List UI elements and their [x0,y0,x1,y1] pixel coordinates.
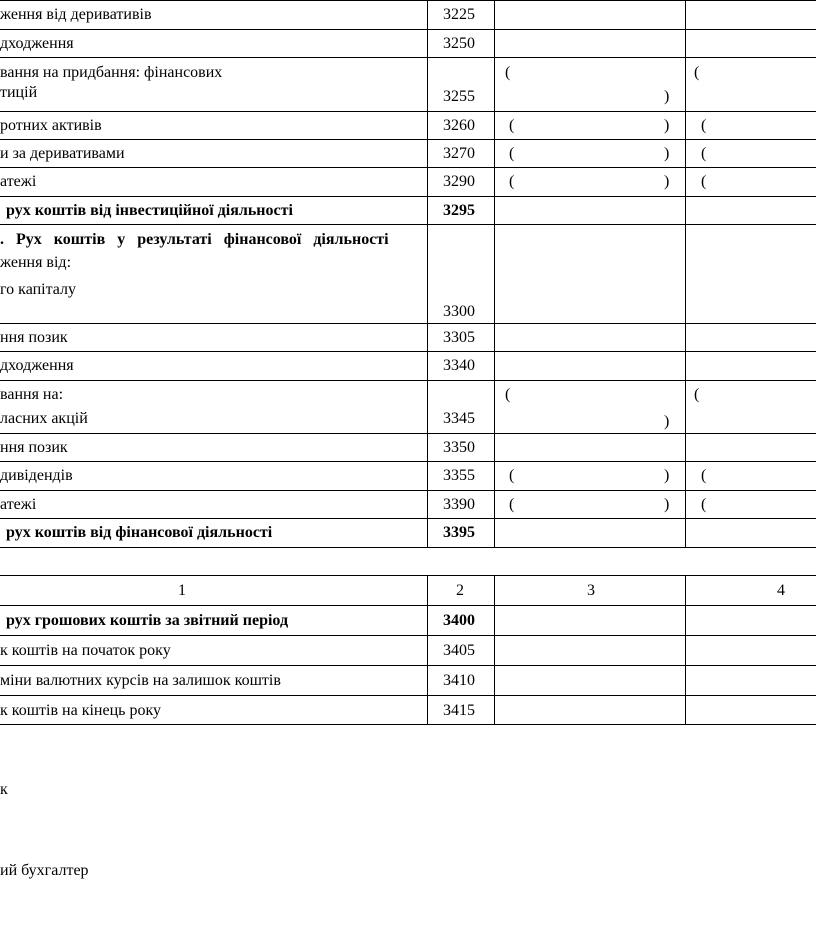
row-label: ння позик [0,439,68,456]
rule [0,111,816,112]
rule [0,461,816,462]
row-label-total: рух грошових коштів за звітний період [6,612,289,629]
row-code: 3355 [443,467,475,484]
row-code: 3350 [443,439,475,456]
paren-open: ( [509,173,515,190]
paren-open: ( [701,145,707,162]
row-label: вання на придбання: фінансових [0,64,223,81]
paren-open: ( [509,117,515,134]
column-header: 2 [456,582,464,599]
paren-open: ( [694,64,700,81]
col-rule [685,0,686,548]
col-rule [494,575,495,725]
rule [0,323,816,324]
row-label: ласних акцій [0,410,88,427]
row-label: го капіталу [0,281,77,298]
col-rule [427,0,428,548]
row-label: к коштів на початок року [0,642,171,659]
row-label: дходження [0,35,74,52]
row-label-total: рух коштів від інвестиційної діяльності [6,202,293,219]
rule [0,547,816,548]
column-header: 3 [587,582,595,599]
rule [0,57,816,58]
col-rule [494,0,495,548]
row-code: 3390 [443,496,475,513]
rule [0,518,816,519]
row-label: дивідендів [0,467,73,484]
row-label: и за деривативами [0,145,125,162]
paren-close: ) [664,117,670,134]
rule [0,29,816,30]
rule [0,635,816,636]
row-label: дходження [0,357,74,374]
paren-open: ( [505,386,511,403]
paren-open: ( [505,64,511,81]
row-label-total: рух коштів від фінансової діяльності [6,524,273,541]
paren-open: ( [509,467,515,484]
row-code: 3290 [443,173,475,190]
row-code-total: 3395 [443,524,475,541]
row-label: ження від деривативів [0,6,152,23]
row-label: міни валютних курсів на залишок коштів [0,672,281,689]
row-label: ження від: [0,254,72,271]
rule [0,433,816,434]
row-label: атежі [0,173,37,190]
rule [0,167,816,168]
row-label: ротних активів [0,117,102,134]
paren-close: ) [664,467,670,484]
column-header: 4 [777,582,785,599]
row-code: 3300 [443,303,475,320]
row-code-total: 3400 [443,612,475,629]
paren-close: ) [664,145,670,162]
rule [0,139,816,140]
rule [0,351,816,352]
paren-open: ( [701,467,707,484]
paren-open: ( [701,496,707,513]
paren-open: ( [509,496,515,513]
paren-close: ) [664,413,670,430]
paren-open: ( [701,117,707,134]
row-label: атежі [0,496,37,513]
row-label: к коштів на кінець року [0,702,161,719]
paren-open: ( [694,386,700,403]
row-code: 3405 [443,642,475,659]
column-header: 1 [178,582,186,599]
paren-close: ) [664,496,670,513]
row-label: тицій [0,84,38,101]
rule [0,724,816,725]
rule [0,665,816,666]
rule [0,605,816,606]
rule [0,380,816,381]
rule [0,575,816,576]
paren-close: ) [664,173,670,190]
section-heading: . Рух коштів у результаті фінансової діяльності [0,231,389,248]
paren-open: ( [701,173,707,190]
accountant-signature-label: ий бухгалтер [0,862,89,879]
row-code: 3340 [443,357,475,374]
rule [0,490,816,491]
row-code: 3255 [443,88,475,105]
row-code-total: 3295 [443,202,475,219]
row-label: ння позик [0,329,68,346]
row-code: 3260 [443,117,475,134]
rule [0,0,816,1]
rule [0,224,816,225]
row-code: 3410 [443,672,475,689]
paren-open: ( [509,145,515,162]
row-label: вання на: [0,386,64,403]
row-code: 3305 [443,329,475,346]
row-code: 3270 [443,145,475,162]
col-rule [427,575,428,725]
rule [0,695,816,696]
row-code: 3250 [443,35,475,52]
row-code: 3415 [443,702,475,719]
head-signature-label: к [0,781,8,798]
col-rule [685,575,686,725]
row-code: 3345 [443,410,475,427]
paren-close: ) [664,88,670,105]
rule [0,196,816,197]
row-code: 3225 [443,6,475,23]
